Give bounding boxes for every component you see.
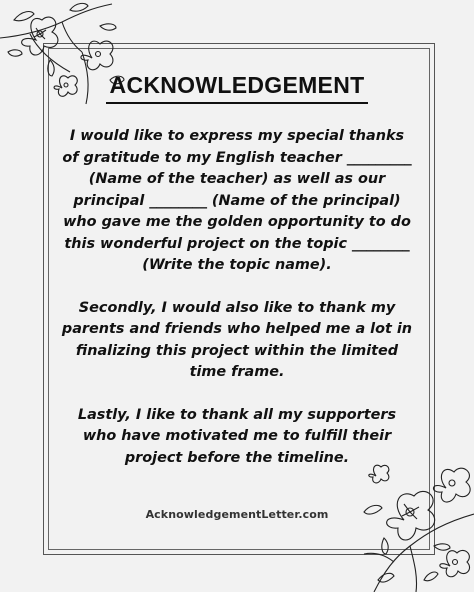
paragraph-2: Secondly, I would also like to thank my parents and friends who helped me a lot in finalizing this project within the limited time frame. <box>61 299 413 380</box>
title-text: ACKNOWLEDGEMENT <box>106 72 369 104</box>
page-title <box>0 72 474 104</box>
paragraph-3: Lastly, I like to thank all my supporters who have motivated me to fulfill their project before the timeline. <box>77 406 397 466</box>
paragraph-1: I would like to express my special thanks of gratitude to my English teacher _________ (Name of the teacher) as well as our principal ________ (Name of the principal) who gave me the golden opportunity to do this wonderful project on the topic ________ (Write the topic name). <box>62 128 412 273</box>
body-text <box>60 126 414 490</box>
footer-website: AcknowledgementLetter.com <box>145 508 329 521</box>
